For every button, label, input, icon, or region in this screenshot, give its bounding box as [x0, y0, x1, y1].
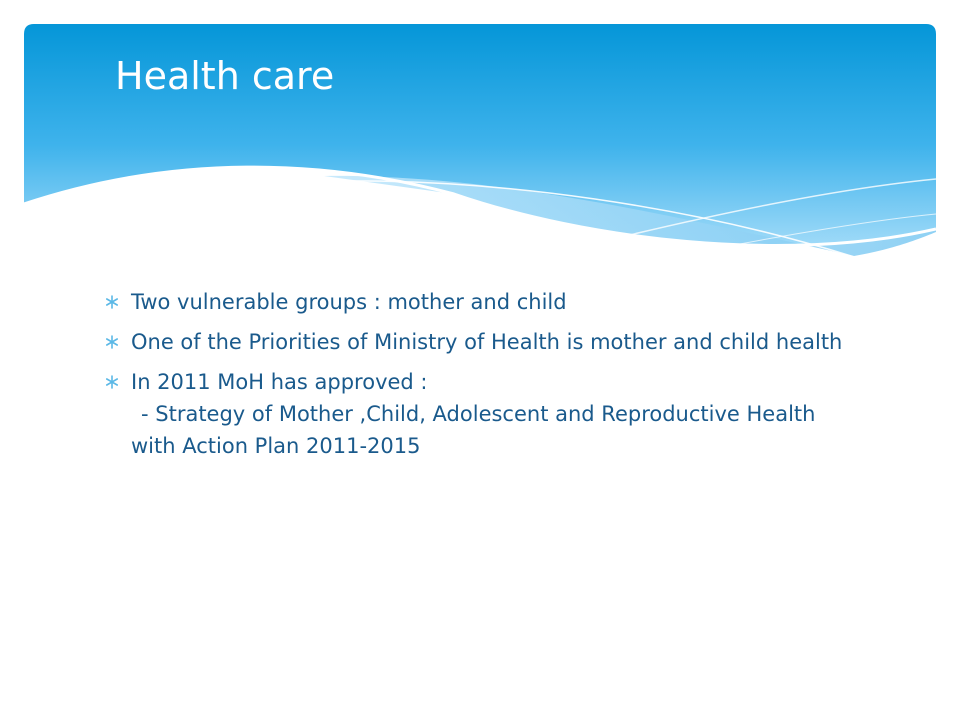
asterisk-bullet-icon — [104, 294, 120, 310]
bullet-item — [104, 286, 864, 318]
bullet-item — [104, 366, 864, 398]
asterisk-bullet-icon — [104, 374, 120, 390]
sub-item-text: - Strategy of Mother ,Child, Adolescent and Reproductive Health with Action Plan 2011-2015 — [131, 402, 816, 458]
bullet-list — [104, 286, 864, 470]
asterisk-bullet-icon — [104, 334, 120, 350]
bullet-text: One of the Priorities of Ministry of Health is mother and child health — [131, 330, 843, 354]
bullet-text: Two vulnerable groups : mother and child — [131, 290, 567, 314]
slide-title: Health care — [115, 54, 335, 98]
bullet-text: In 2011 MoH has approved : — [131, 370, 428, 394]
bullet-item — [104, 326, 864, 358]
sub-item — [104, 398, 864, 462]
